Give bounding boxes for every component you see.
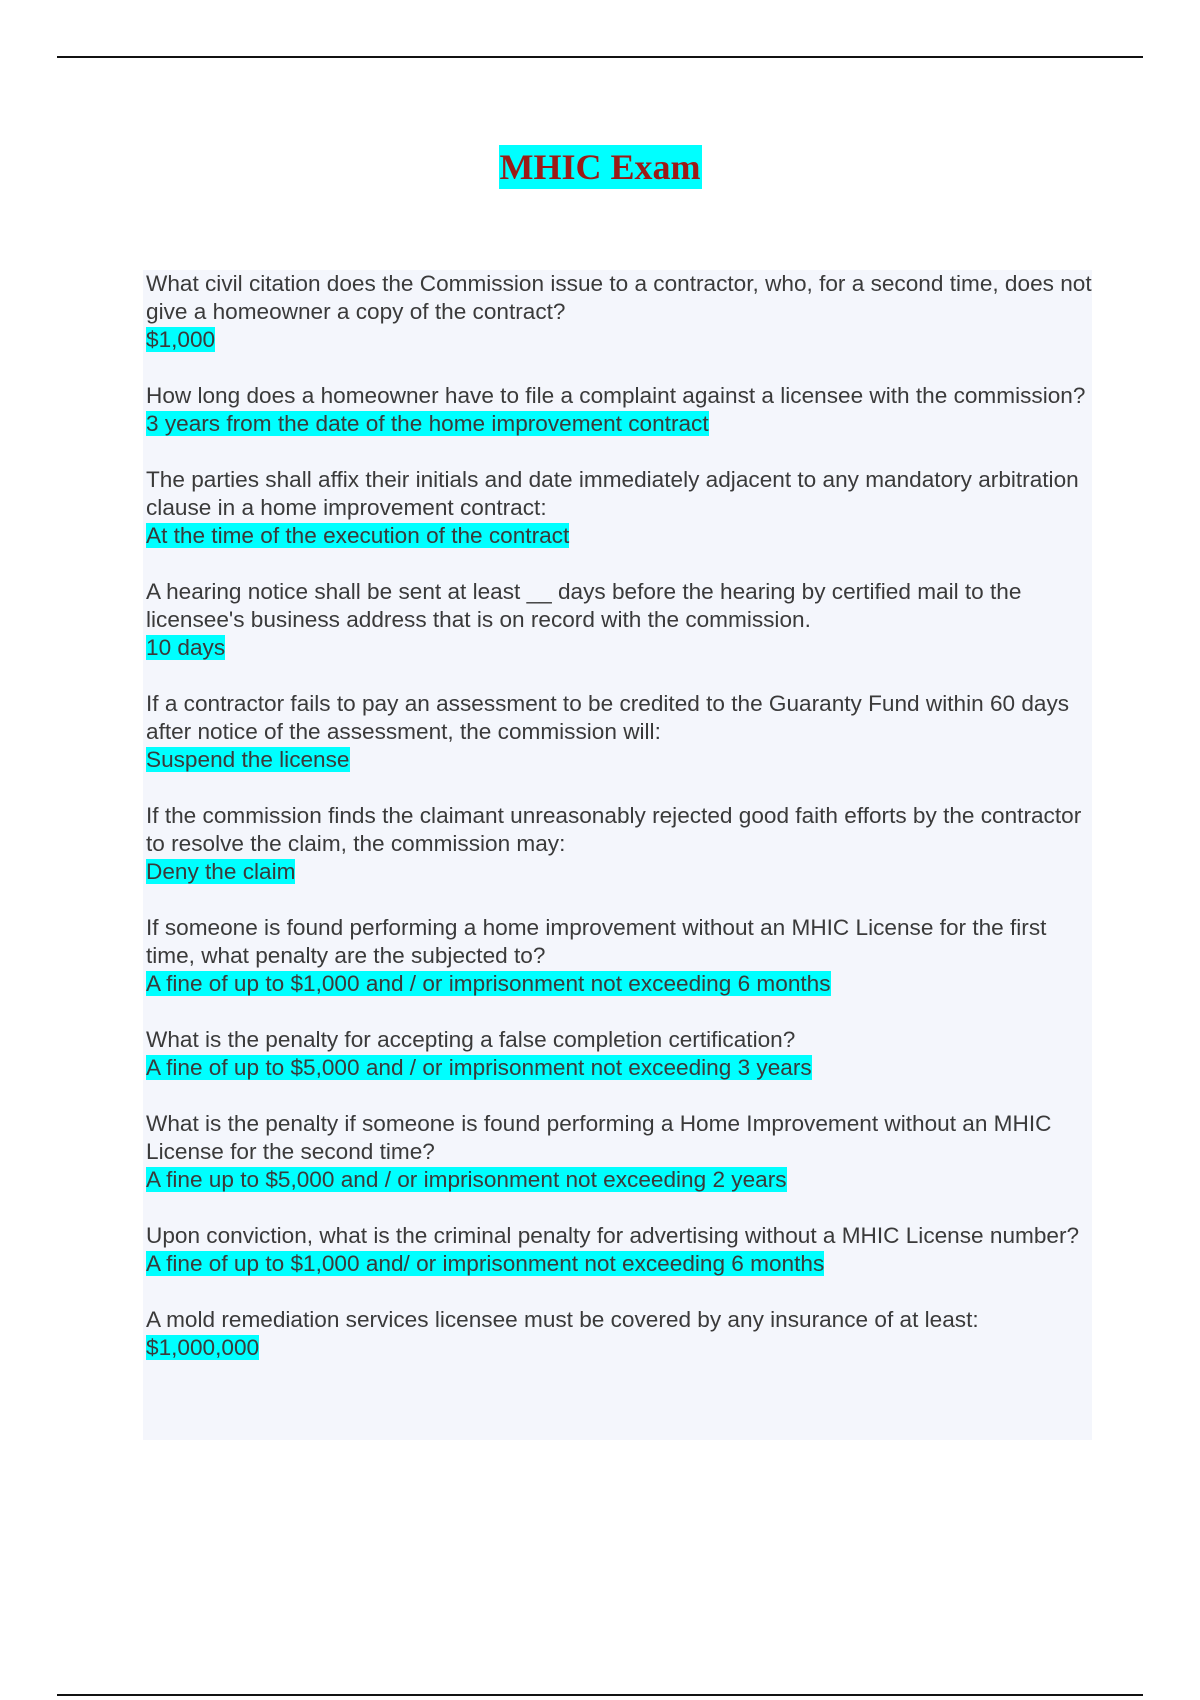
top-rule [57, 56, 1143, 58]
answer-10: A fine of up to $1,000 and/ or imprisonment not exceeding 6 months [146, 1251, 825, 1276]
question-7: If someone is found performing a home improvement without an MHIC License for the first time, what penalty are the subjected to? [146, 915, 1047, 968]
question-2: How long does a homeowner have to file a complaint against a licensee with the commission? [146, 383, 1086, 408]
qa-item-11 [146, 1306, 1092, 1362]
question-9: What is the penalty if someone is found performing a Home Improvement without an MHIC License for the second time? [146, 1111, 1052, 1164]
answer-9: A fine up to $5,000 and / or imprisonment not exceeding 2 years [146, 1167, 787, 1192]
answer-6: Deny the claim [146, 859, 296, 884]
qa-item-7 [146, 914, 1092, 998]
question-4: A hearing notice shall be sent at least __ days before the hearing by certified mail to the licensee's business address that is on record with the commission. [146, 579, 1022, 632]
question-5: If a contractor fails to pay an assessment to be credited to the Guaranty Fund within 60 days after notice of the assessment, the commission will: [146, 691, 1070, 744]
answer-8: A fine of up to $5,000 and / or imprisonment not exceeding 3 years [146, 1055, 812, 1080]
answer-1: $1,000 [146, 327, 216, 352]
question-6: If the commission finds the claimant unreasonably rejected good faith efforts by the contractor to resolve the claim, the commission may: [146, 803, 1082, 856]
question-11: A mold remediation services licensee must be covered by any insurance of at least: [146, 1307, 979, 1332]
title-container [0, 145, 1200, 189]
qa-item-2 [146, 382, 1092, 438]
answer-5: Suspend the license [146, 747, 350, 772]
question-3: The parties shall affix their initials and date immediately adjacent to any mandatory arbitration clause in a home improvement contract: [146, 467, 1079, 520]
qa-item-3 [146, 466, 1092, 550]
answer-3: At the time of the execution of the contract [146, 523, 570, 548]
question-10: Upon conviction, what is the criminal penalty for advertising without a MHIC License number? [146, 1223, 1080, 1248]
bottom-rule [57, 1694, 1143, 1696]
answer-4: 10 days [146, 635, 226, 660]
document-title: MHIC Exam [499, 147, 701, 187]
qa-item-1 [146, 270, 1092, 354]
qa-item-5 [146, 690, 1092, 774]
qa-item-10 [146, 1222, 1092, 1278]
qa-panel [143, 270, 1092, 1440]
qa-item-9 [146, 1110, 1092, 1194]
answer-7: A fine of up to $1,000 and / or imprisonment not exceeding 6 months [146, 971, 831, 996]
qa-item-8 [146, 1026, 1092, 1082]
question-1: What civil citation does the Commission issue to a contractor, who, for a second time, does not give a homeowner a copy of the contract? [146, 271, 1092, 324]
qa-item-4 [146, 578, 1092, 662]
answer-2: 3 years from the date of the home improvement contract [146, 411, 709, 436]
answer-11: $1,000,000 [146, 1335, 260, 1360]
question-8: What is the penalty for accepting a false completion certification? [146, 1027, 796, 1052]
qa-item-6 [146, 802, 1092, 886]
